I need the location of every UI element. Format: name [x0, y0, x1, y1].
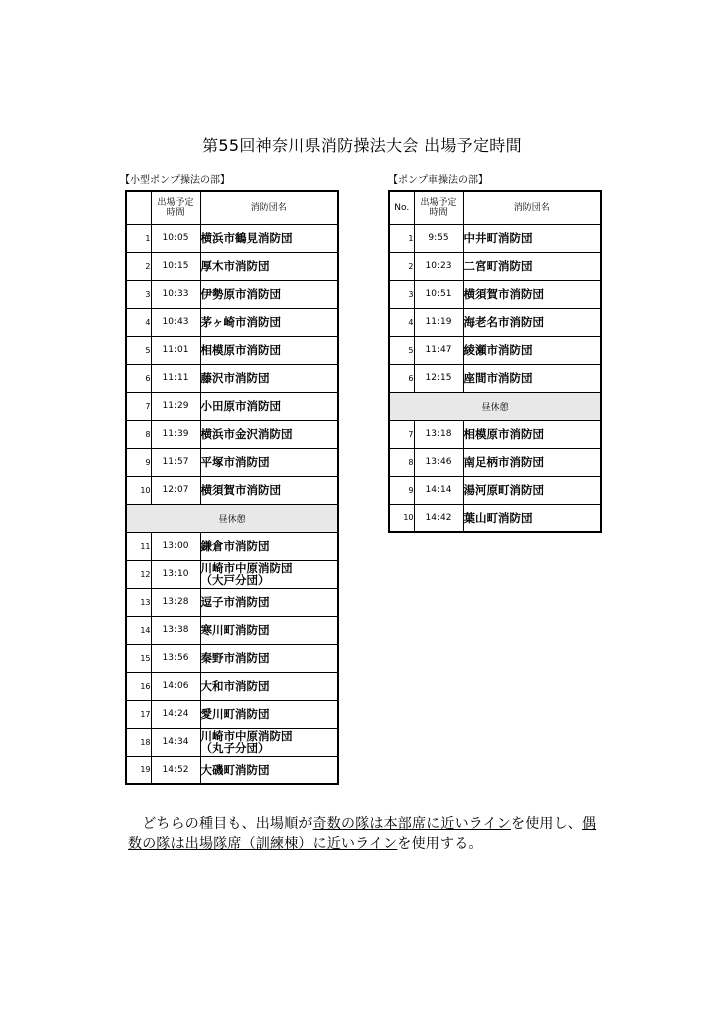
row-number: 2 — [389, 252, 414, 280]
team-name: 愛川町消防団 — [200, 707, 270, 721]
table-row — [389, 476, 601, 504]
table-header-row — [126, 191, 338, 224]
team-name: 伊勢原市消防団 — [200, 287, 281, 301]
row-time: 10:43 — [151, 308, 200, 336]
row-time: 13:56 — [151, 644, 200, 672]
lunch-break-row — [126, 504, 338, 532]
team-name: 横浜市金沢消防団 — [200, 427, 293, 441]
team-name: 座間市消防団 — [463, 371, 533, 385]
usage-note — [128, 814, 608, 854]
table-row — [126, 700, 338, 728]
row-number: 3 — [126, 280, 151, 308]
team-name: 大磯町消防団 — [200, 762, 270, 777]
table-row — [126, 728, 338, 756]
row-time: 14:06 — [151, 672, 200, 700]
row-team-name — [463, 252, 601, 280]
row-number: 6 — [126, 364, 151, 392]
row-time: 13:00 — [151, 532, 200, 560]
team-name: 小田原市消防団 — [200, 399, 281, 413]
table-row — [126, 476, 338, 504]
small-pump-schedule-table — [125, 190, 339, 785]
row-number: 8 — [389, 448, 414, 476]
row-number: 5 — [126, 336, 151, 364]
row-team-name — [200, 700, 338, 728]
table-row — [389, 224, 601, 252]
row-team-name — [200, 672, 338, 700]
note-odd-line: 奇数の隊は本部席に近いライン — [312, 816, 511, 832]
row-team-name — [200, 532, 338, 560]
row-number: 13 — [126, 588, 151, 616]
row-time: 11:19 — [414, 308, 463, 336]
table-row — [126, 336, 338, 364]
row-team-name — [200, 616, 338, 644]
row-time: 13:18 — [414, 420, 463, 448]
row-number: 18 — [126, 728, 151, 756]
row-team-name — [463, 476, 601, 504]
row-team-name — [200, 756, 338, 784]
row-number: 12 — [126, 560, 151, 588]
table-row — [126, 364, 338, 392]
team-name: 逗子市消防団 — [200, 595, 270, 609]
team-name: 海老名市消防団 — [463, 315, 544, 329]
small-pump-section-label: 【小型ポンプ操法の部】 — [120, 175, 230, 186]
row-team-name — [200, 728, 338, 756]
team-name: 相模原市消防団 — [463, 427, 544, 441]
row-team-name — [200, 560, 338, 588]
row-time: 11:47 — [414, 336, 463, 364]
page-title: 第55回神奈川県消防操法大会 出場予定時間 — [202, 136, 522, 155]
row-team-name — [200, 364, 338, 392]
team-name: 横須賀市消防団 — [463, 287, 544, 301]
lunch-break-label: 昼休憩 — [389, 392, 601, 420]
table-row — [126, 756, 338, 784]
row-number: 4 — [389, 308, 414, 336]
row-team-name — [463, 308, 601, 336]
row-number: 10 — [126, 476, 151, 504]
row-number: 15 — [126, 644, 151, 672]
team-name: 鎌倉市消防団 — [200, 539, 270, 553]
row-time: 10:51 — [414, 280, 463, 308]
table-row — [126, 588, 338, 616]
row-team-name — [463, 224, 601, 252]
row-time: 11:39 — [151, 420, 200, 448]
team-name: 南足柄市消防団 — [463, 455, 544, 469]
team-name: 川崎市中原消防団 — [200, 561, 293, 575]
table-row — [126, 252, 338, 280]
row-team-name — [463, 448, 601, 476]
team-name: 厚木市消防団 — [200, 259, 270, 273]
row-time: 13:10 — [151, 560, 200, 588]
row-team-name — [463, 504, 601, 532]
table-row — [389, 420, 601, 448]
row-number: 5 — [389, 336, 414, 364]
table-row — [389, 252, 601, 280]
pump-truck-schedule-table — [388, 190, 602, 533]
row-time: 13:38 — [151, 616, 200, 644]
table-row — [126, 616, 338, 644]
row-number: 6 — [389, 364, 414, 392]
row-time: 10:23 — [414, 252, 463, 280]
row-time: 9:55 — [414, 224, 463, 252]
team-name: 大和市消防団 — [200, 679, 270, 693]
row-number: 7 — [126, 392, 151, 420]
team-name: 綾瀬市消防団 — [463, 343, 533, 357]
table-row — [126, 672, 338, 700]
table-row — [389, 448, 601, 476]
team-name: 秦野市消防団 — [200, 651, 270, 665]
table-row — [389, 336, 601, 364]
row-time: 10:05 — [151, 224, 200, 252]
row-time: 14:52 — [151, 756, 200, 784]
row-number: 16 — [126, 672, 151, 700]
header-time: 出場予定 時間 — [151, 191, 200, 224]
row-time: 14:14 — [414, 476, 463, 504]
row-number: 9 — [126, 448, 151, 476]
row-team-name — [200, 588, 338, 616]
note-text-1: どちらの種目も、出場順が — [128, 816, 313, 832]
lunch-break-row — [389, 392, 601, 420]
table-row — [389, 364, 601, 392]
team-name: 横浜市鶴見消防団 — [200, 231, 293, 245]
row-time: 14:34 — [151, 728, 200, 756]
header-no — [126, 191, 151, 224]
team-name: 藤沢市消防団 — [200, 371, 270, 385]
row-number: 1 — [389, 224, 414, 252]
table-row — [126, 224, 338, 252]
table-header-row — [389, 191, 601, 224]
row-time: 10:15 — [151, 252, 200, 280]
pump-truck-section-label: 【ポンプ車操法の部】 — [388, 175, 488, 186]
team-name: 平塚市消防団 — [200, 455, 270, 469]
table-row — [126, 420, 338, 448]
row-team-name — [200, 280, 338, 308]
team-name: 茅ヶ崎市消防団 — [200, 315, 281, 329]
row-team-name — [463, 420, 601, 448]
row-number: 7 — [389, 420, 414, 448]
row-number: 1 — [126, 224, 151, 252]
header-time: 出場予定 時間 — [414, 191, 463, 224]
table-row — [389, 308, 601, 336]
team-name: 中井町消防団 — [463, 231, 533, 245]
team-subunit: （丸子分団） — [200, 741, 270, 755]
lunch-break-label: 昼休憩 — [126, 504, 338, 532]
note-text-3: を使用する。 — [397, 836, 483, 852]
row-time: 10:33 — [151, 280, 200, 308]
row-team-name — [463, 336, 601, 364]
team-name: 葉山町消防団 — [463, 510, 533, 525]
table-row — [389, 504, 601, 532]
table-row — [126, 280, 338, 308]
table-row — [126, 560, 338, 588]
row-number: 10 — [389, 504, 414, 532]
row-team-name — [200, 252, 338, 280]
row-team-name — [200, 308, 338, 336]
team-name: 湯河原町消防団 — [463, 483, 544, 497]
row-time: 12:07 — [151, 476, 200, 504]
team-name: 寒川町消防団 — [200, 623, 270, 637]
row-number: 2 — [126, 252, 151, 280]
team-name: 横須賀市消防団 — [200, 483, 281, 497]
table-row — [126, 644, 338, 672]
row-team-name — [463, 280, 601, 308]
header-no: No. — [389, 191, 414, 224]
row-number: 14 — [126, 616, 151, 644]
row-team-name — [463, 364, 601, 392]
table-row — [126, 532, 338, 560]
team-name: 二宮町消防団 — [463, 259, 533, 273]
row-time: 12:15 — [414, 364, 463, 392]
row-time: 14:42 — [414, 504, 463, 532]
row-number: 11 — [126, 532, 151, 560]
table-row — [126, 448, 338, 476]
row-time: 11:11 — [151, 364, 200, 392]
row-time: 11:01 — [151, 336, 200, 364]
row-team-name — [200, 420, 338, 448]
row-number: 19 — [126, 756, 151, 784]
team-name: 川崎市中原消防団 — [200, 729, 293, 743]
row-team-name — [200, 476, 338, 504]
row-time: 13:28 — [151, 588, 200, 616]
row-time: 11:57 — [151, 448, 200, 476]
row-team-name — [200, 336, 338, 364]
note-even-line: 偶数の隊は出場隊席（訓練棟）に近いライン — [128, 816, 597, 852]
row-team-name — [200, 448, 338, 476]
row-number: 4 — [126, 308, 151, 336]
row-number: 9 — [389, 476, 414, 504]
header-team-name: 消防団名 — [463, 191, 601, 224]
row-team-name — [200, 224, 338, 252]
header-team-name: 消防団名 — [200, 191, 338, 224]
team-name: 相模原市消防団 — [200, 343, 281, 357]
row-time: 11:29 — [151, 392, 200, 420]
row-time: 14:24 — [151, 700, 200, 728]
row-time: 13:46 — [414, 448, 463, 476]
row-number: 3 — [389, 280, 414, 308]
row-team-name — [200, 644, 338, 672]
note-text-2: を使用し、 — [511, 816, 582, 832]
table-row — [126, 308, 338, 336]
table-row — [389, 280, 601, 308]
row-number: 17 — [126, 700, 151, 728]
team-subunit: （大戸分団） — [200, 573, 270, 587]
table-row — [126, 392, 338, 420]
row-team-name — [200, 392, 338, 420]
row-number: 8 — [126, 420, 151, 448]
